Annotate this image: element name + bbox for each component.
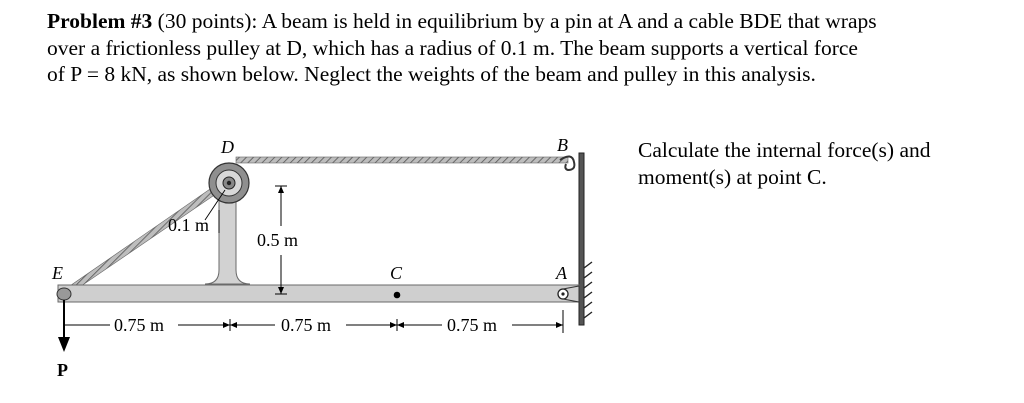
problem-label: Problem #3	[47, 9, 153, 33]
problem-line-3: of P = 8 kN, as shown below. Neglect the weights of the beam and pulley in this analysis.	[47, 62, 816, 86]
load-arrow-p	[58, 300, 70, 352]
problem-line-2: over a frictionless pulley at D, which has a radius of 0.1 m. The beam supports a vertical force	[47, 35, 858, 60]
task-line-2: moment(s) at point C.	[638, 165, 827, 189]
point-c-marker	[394, 292, 401, 299]
label-p: P	[57, 360, 68, 380]
dim-post-height-label: 0.5 m	[257, 230, 299, 250]
dim-radius-label: 0.1 m	[168, 215, 210, 235]
point-e-connection	[57, 288, 71, 300]
beam	[58, 285, 579, 302]
cable-de	[64, 178, 232, 295]
dim-span-1-label: 0.75 m	[114, 315, 165, 335]
label-b: B	[557, 135, 568, 155]
cable-db	[236, 157, 568, 163]
label-e: E	[52, 263, 63, 283]
task-line-1: Calculate the internal force(s) and	[638, 138, 931, 162]
problem-line-1: (30 points): A beam is held in equilibrium by a pin at A and a cable BDE that wraps	[152, 9, 877, 33]
label-c: C	[390, 263, 403, 283]
pulley	[209, 163, 249, 203]
label-d: D	[221, 137, 234, 157]
wall-support	[579, 153, 592, 325]
dim-span-3-label: 0.75 m	[447, 315, 498, 335]
label-a: A	[556, 263, 567, 283]
dim-span-2-label: 0.75 m	[281, 315, 332, 335]
